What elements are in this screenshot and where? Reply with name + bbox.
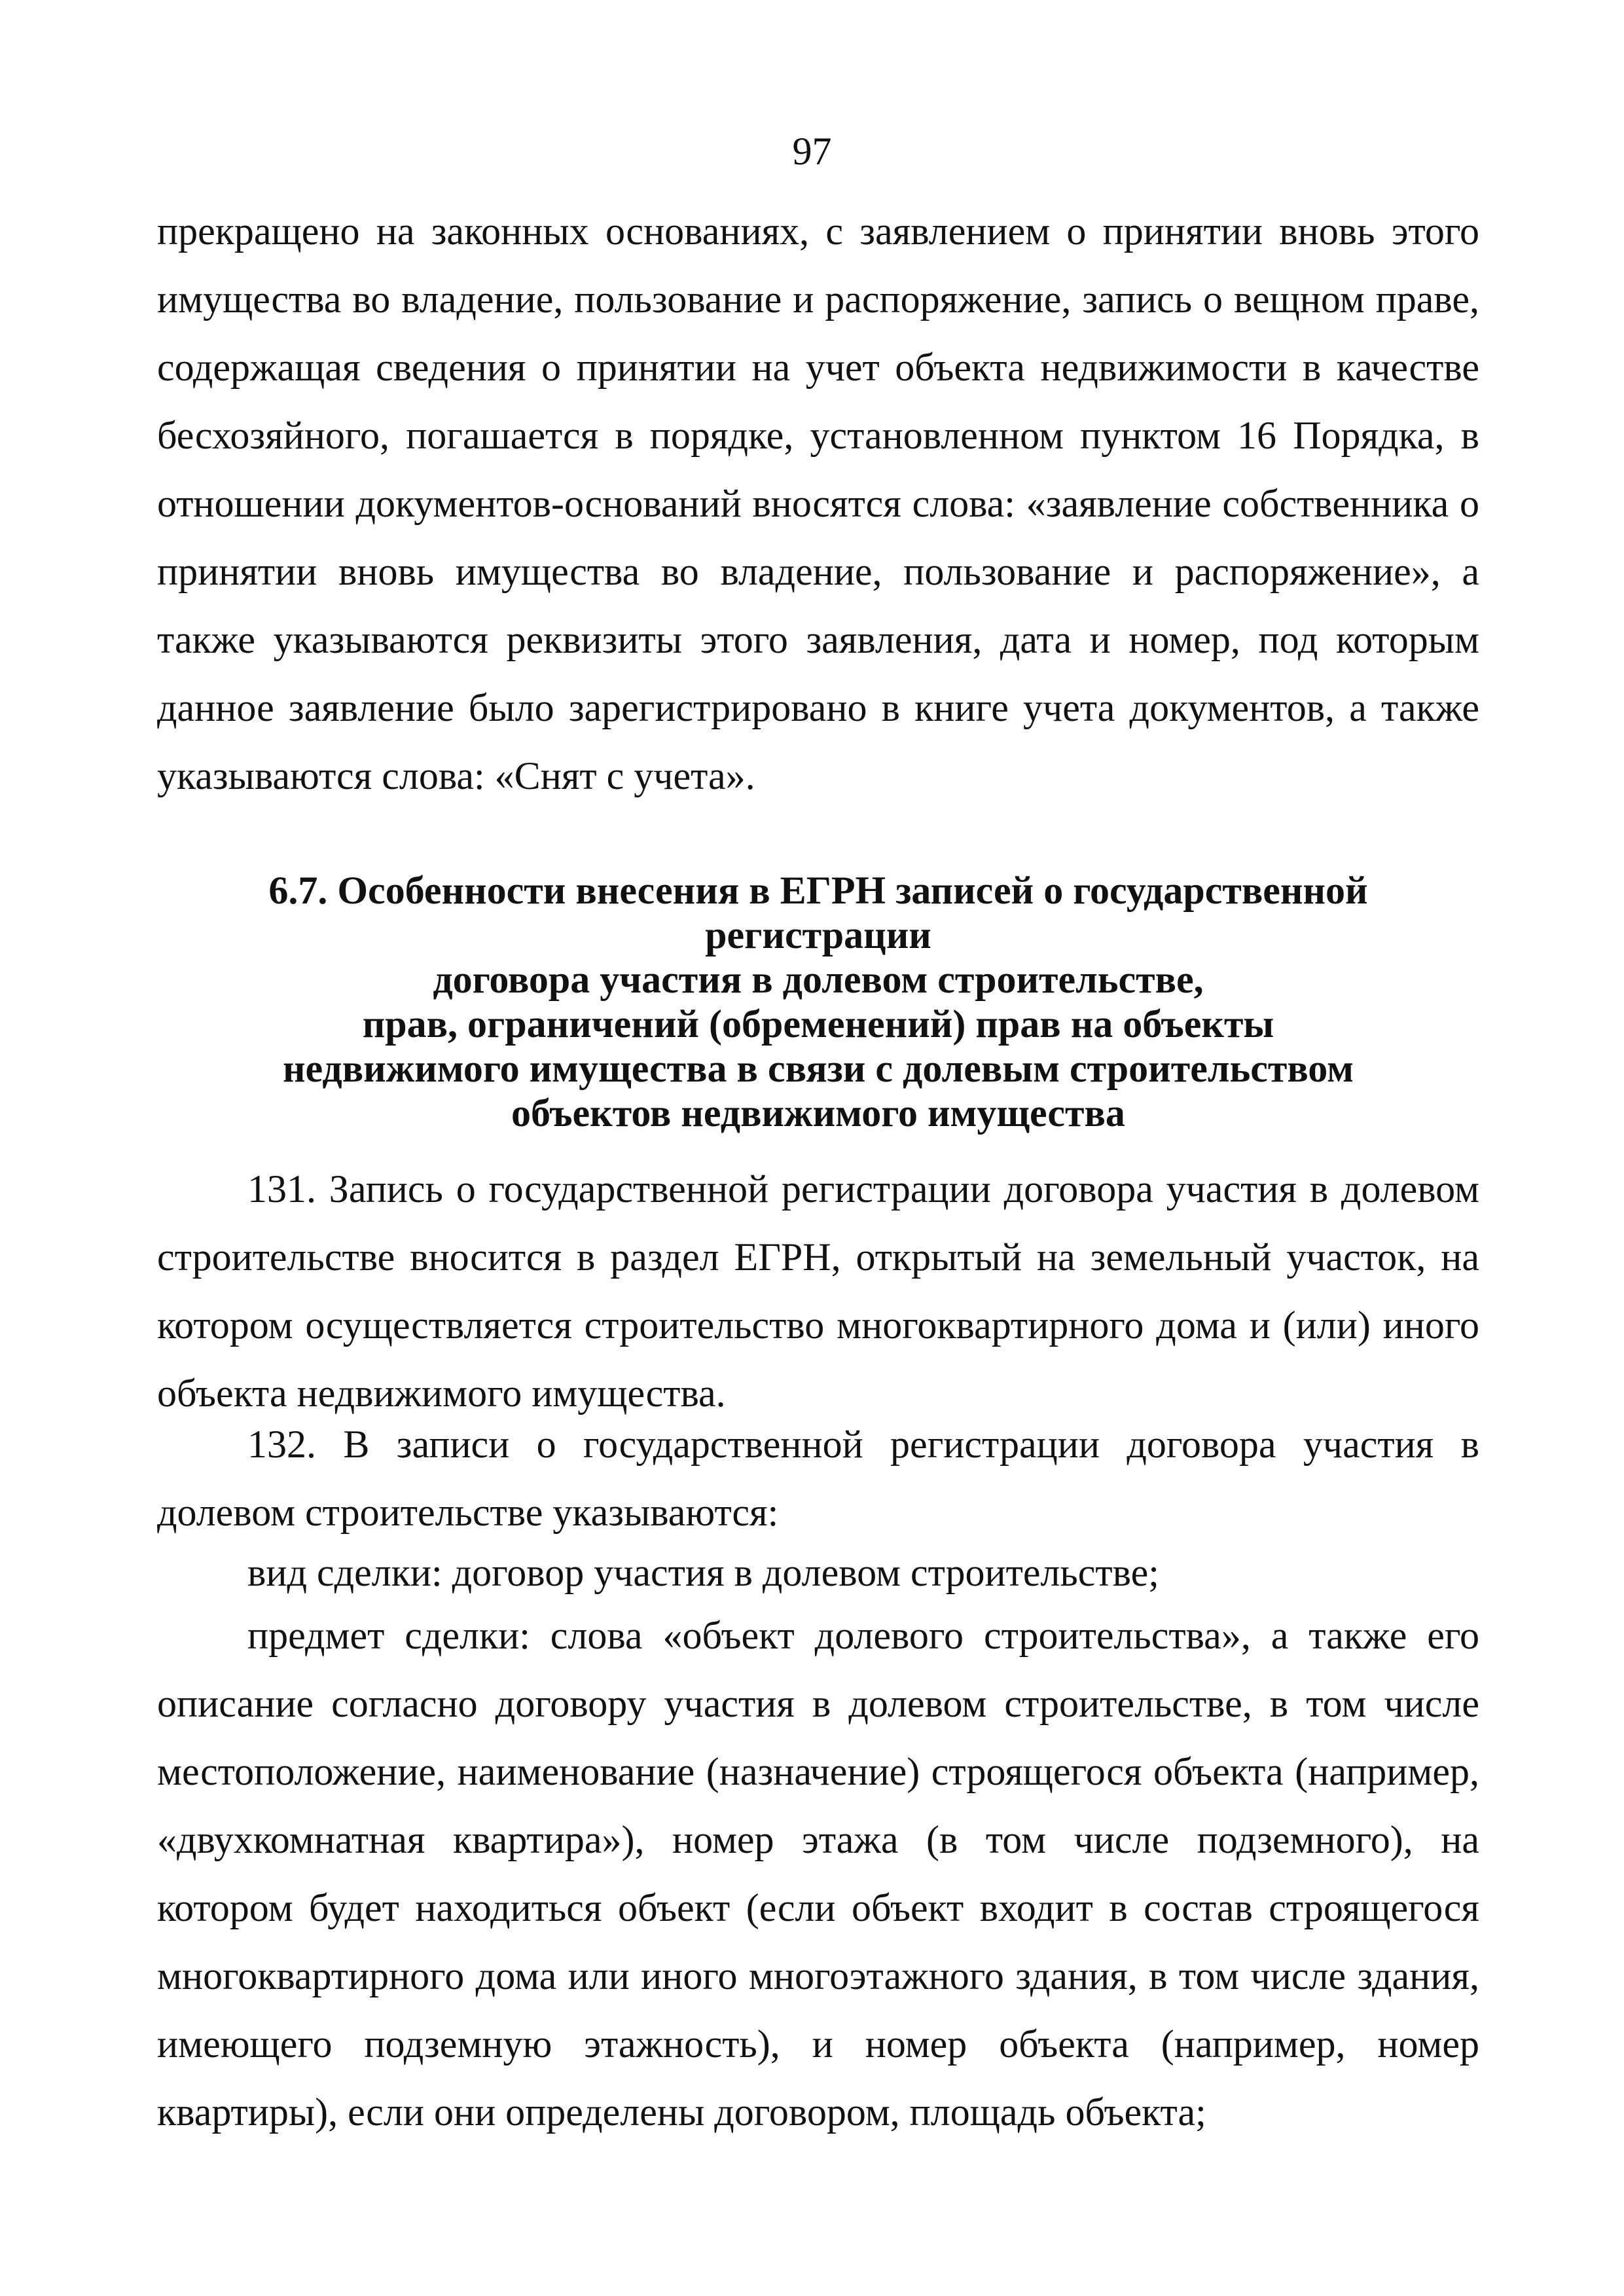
section-heading-line: 6.7. Особенности внесения в ЕГРН записей о государственной регистрации [268, 869, 1368, 957]
paragraph-131: 131. Запись о государственной регистрации договора участия в долевом строительстве вносится в раздел ЕГРН, открытый на земельный участок, на котором осуществляется строительство многоквартирного дома и (или) иного объекта недвижимого имущества. [157, 1167, 1479, 1415]
section-heading-line: объектов недвижимого имущества [511, 1091, 1125, 1135]
continuation-paragraph: прекращено на законных основаниях, с заявлением о принятии вновь этого имущества во владение, пользование и распоряжение, запись о вещном праве, содержащая сведения о принятии на учет объекта недвижимости в качестве бесхозяйного, погашается в порядке, установленном пунктом 16 Порядка, в отношении документов-оснований вносятся слова: «заявление собственника о принятии вновь имущества во владение, пользование и распоряжение», а также указываются реквизиты этого заявления, дата и номер, под которым данное заявление было зарегистрировано в книге учета документов, а также указываются слова: «Снят с учета». [157, 210, 1479, 797]
section-heading-line: недвижимого имущества в связи с долевым строительством [282, 1047, 1354, 1090]
section-heading [223, 868, 1414, 1135]
page-number: 97 [792, 130, 832, 173]
section-heading-line: прав, ограничений (обременений) прав на объекты [362, 1002, 1274, 1046]
paragraph-132: 132. В записи о государственной регистрации договора участия в долевом строительстве указываются: [157, 1423, 1479, 1534]
deal-subject-paragraph: предмет сделки: слова «объект долевого строительства», а также его описание согласно договору участия в долевом строительстве, в том числе местоположение, наименование (назначение) строящегося объекта (например, «двухкомнатная квартира»), номер этажа (в том числе подземного), на котором будет находиться объект (если объект входит в состав строящегося многоквартирного дома или иного многоэтажного здания, в том числе здания, имеющего подземную этажность), и номер объекта (например, номер квартиры), если они определены договором, площадь объекта; [157, 1614, 1479, 2134]
deal-type-paragraph: вид сделки: договор участия в долевом строительстве; [247, 1551, 1159, 1594]
section-heading-line: договора участия в долевом строительстве, [433, 958, 1204, 1001]
